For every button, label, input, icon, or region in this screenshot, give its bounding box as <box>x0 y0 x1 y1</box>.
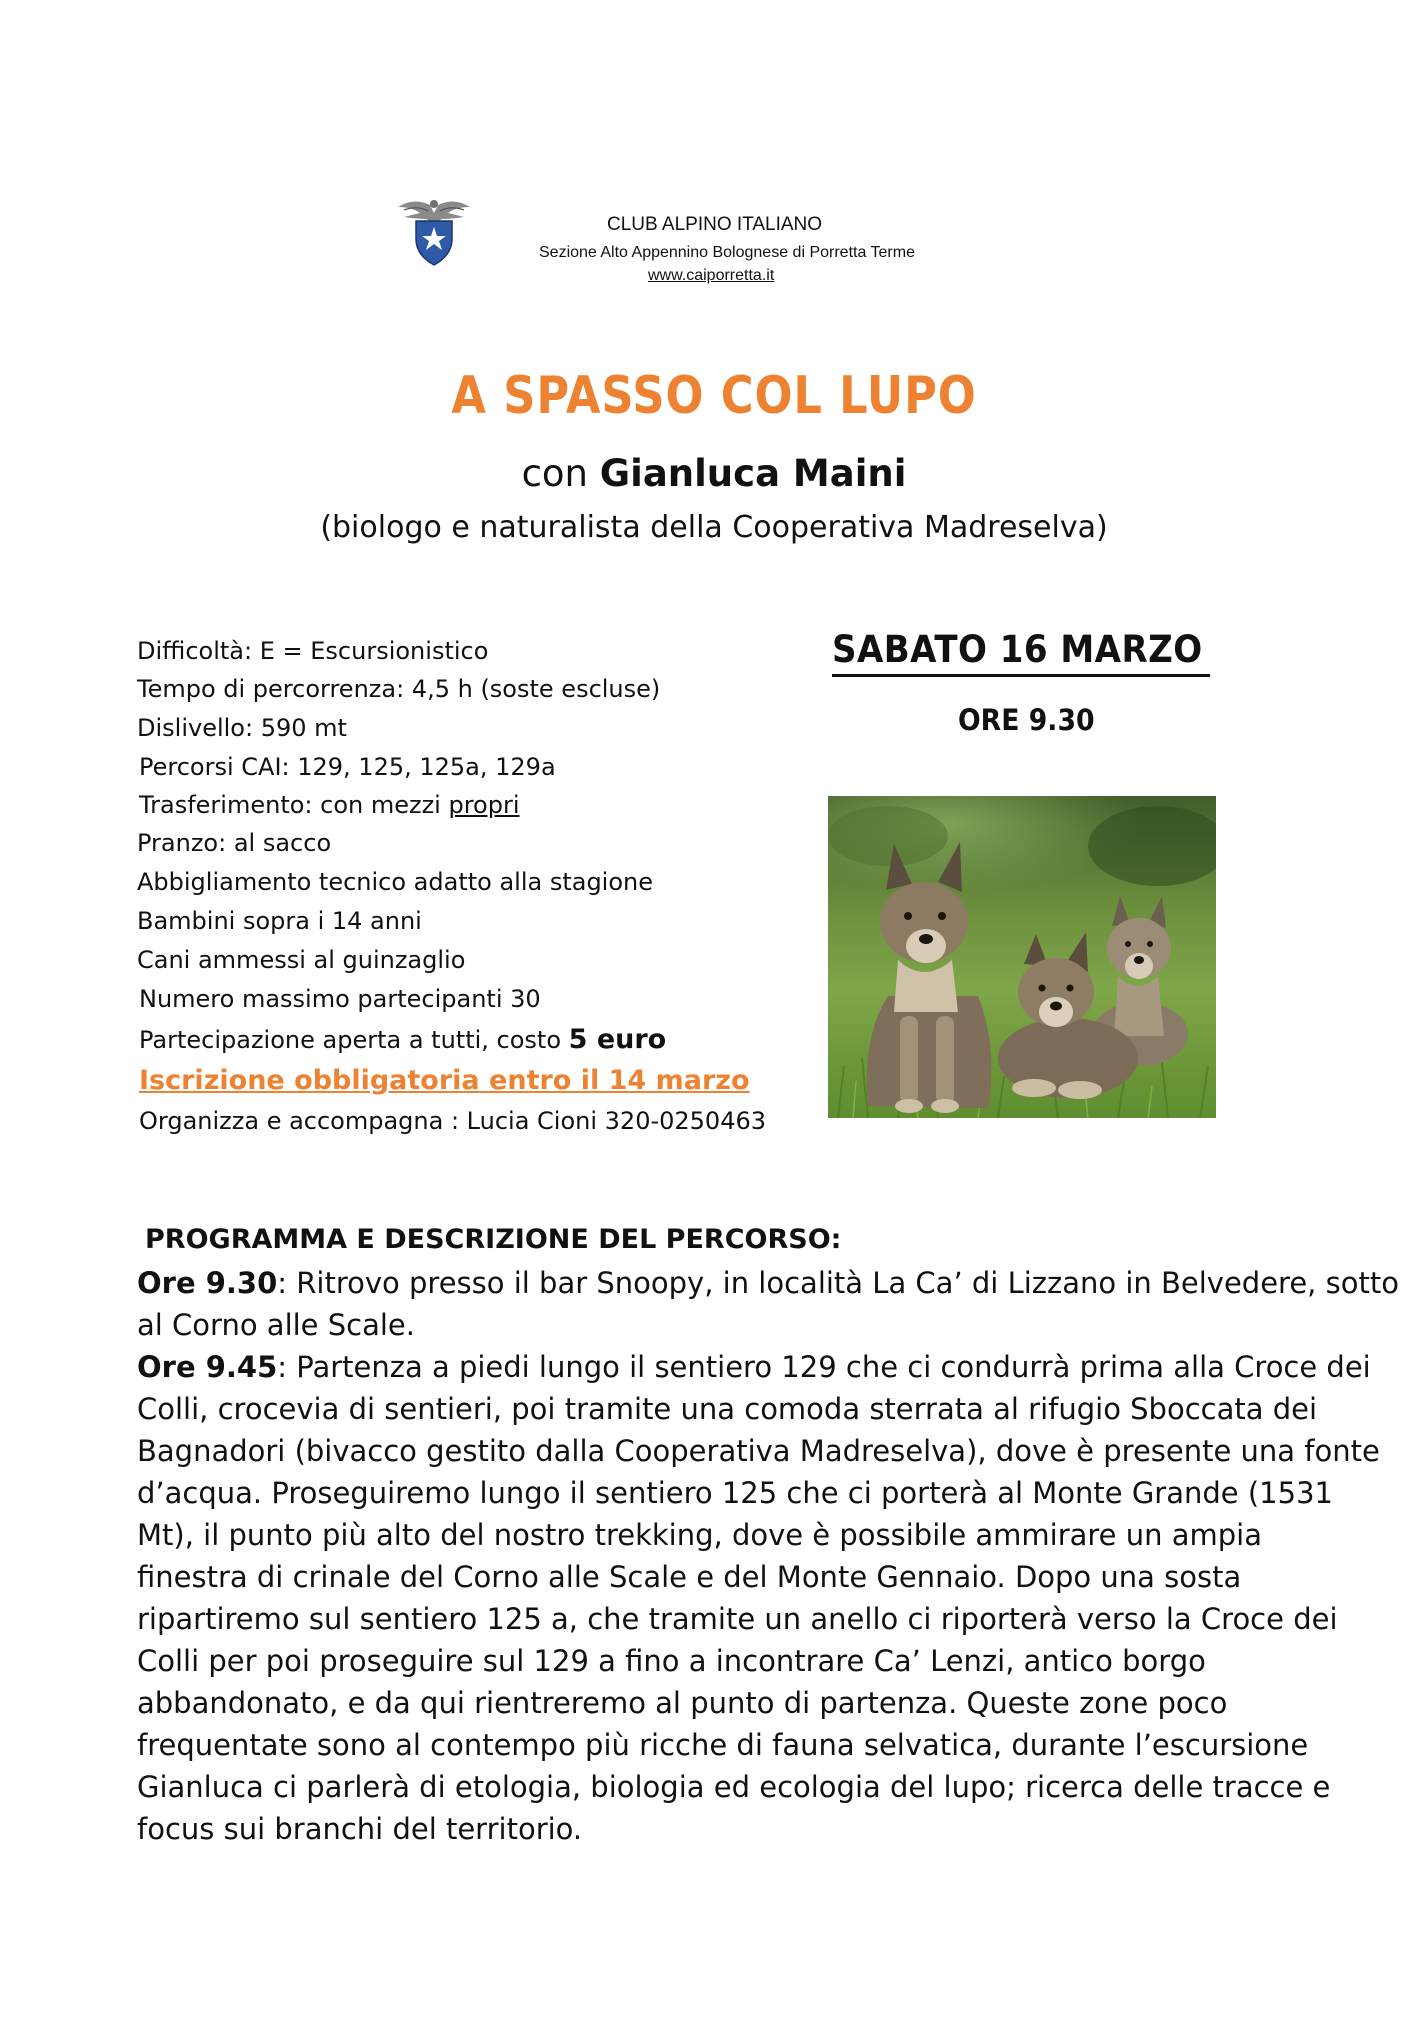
detail-elevation: Dislivello: 590 mt <box>137 714 347 742</box>
program-title: PROGRAMMA E DESCRIZIONE DEL PERCORSO: <box>145 1224 842 1255</box>
program-text <box>137 1262 1399 1850</box>
detail-transfer-underlined: propri <box>448 791 520 819</box>
website-link[interactable]: www.caiporretta.it <box>648 267 775 284</box>
detail-organizer: Organizza e accompagna : Lucia Cioni 320-0250463 <box>139 1107 767 1135</box>
program-line: Bagnadori (bivacco gestito dalla Cooperativa Madreselva), dove è presente una fonte <box>137 1434 1380 1468</box>
detail-cost-value: 5 euro <box>568 1024 667 1055</box>
guide-role: (biologo e naturalista della Cooperativa Madreselva) <box>320 510 1108 545</box>
program-line: Mt), il punto più alto del nostro trekking, dove è possibile ammirare un ampia <box>137 1518 1262 1552</box>
guide-name: Gianluca Maini <box>599 452 907 495</box>
detail-difficulty: Difficoltà: E = Escursionistico <box>137 637 489 665</box>
program-line: finestra di crinale del Corno alle Scale e del Monte Gennaio. Dopo una sosta <box>137 1560 1242 1594</box>
program-line <box>137 1262 1399 1304</box>
program-text-1: : Ritrovo presso il bar Snoopy, in località La Ca’ di Lizzano in Belvedere, sotto <box>277 1266 1399 1300</box>
program-line: Colli per poi proseguire sul 129 a fino a incontrare Ca’ Lenzi, antico borgo <box>137 1644 1206 1678</box>
program-text-2: : Partenza a piedi lungo il sentiero 129 che ci condurrà prima alla Croce dei <box>277 1350 1371 1384</box>
program-time-1: Ore 9.30 <box>137 1266 278 1300</box>
org-name: CLUB ALPINO ITALIANO <box>607 214 823 235</box>
program-line: Gianluca ci parlerà di etologia, biologia ed ecologia del lupo; ricerca delle tracce e <box>137 1770 1331 1804</box>
event-date-underline <box>832 674 1210 677</box>
event-date: SABATO 16 MARZO <box>832 628 1203 671</box>
detail-children: Bambini sopra i 14 anni <box>137 907 422 935</box>
program-line: Colli, crocevia di sentieri, poi tramite una comoda sterrata al rifugio Sboccata dei <box>137 1392 1318 1426</box>
detail-transfer <box>139 790 520 820</box>
detail-cost <box>139 1025 666 1055</box>
wolf-cubs-photo <box>828 796 1216 1118</box>
program-line: abbandonato, e da qui rientreremo al punto di partenza. Queste zone poco <box>137 1686 1228 1720</box>
program-line <box>137 1346 1371 1388</box>
detail-routes: Percorsi CAI: 129, 125, 125a, 129a <box>139 753 556 781</box>
detail-clothing: Abbigliamento tecnico adatto alla stagione <box>137 868 654 896</box>
program-line: d’acqua. Proseguiremo lungo il sentiero 125 che ci porterà al Monte Grande (1531 <box>137 1476 1333 1510</box>
detail-lunch: Pranzo: al sacco <box>137 829 332 857</box>
detail-cost-text: Partecipazione aperta a tutti, costo <box>139 1026 569 1054</box>
program-line: ripartiremo sul sentiero 125 a, che tramite un anello ci riporterà verso la Croce dei <box>137 1602 1338 1636</box>
program-line: frequentate sono al contempo più ricche di fauna selvatica, durante l’escursione <box>137 1728 1309 1762</box>
detail-transfer-text: Trasferimento: con mezzi <box>139 791 449 819</box>
guide-prefix: con <box>521 452 588 495</box>
detail-max-participants: Numero massimo partecipanti 30 <box>139 985 541 1013</box>
program-line: focus sui branchi del territorio. <box>137 1812 583 1846</box>
guide-line <box>0 452 1428 495</box>
detail-duration: Tempo di percorrenza: 4,5 h (soste escluse) <box>137 675 661 703</box>
program-line: al Corno alle Scale. <box>137 1308 415 1342</box>
event-title: A SPASSO COL LUPO <box>451 366 977 426</box>
program-time-2: Ore 9.45 <box>137 1350 278 1384</box>
detail-dogs: Cani ammessi al guinzaglio <box>137 946 466 974</box>
cai-logo-icon <box>394 193 474 267</box>
event-time: ORE 9.30 <box>958 703 1095 737</box>
registration-deadline: Iscrizione obbligatoria entro il 14 marzo <box>139 1065 750 1096</box>
org-section: Sezione Alto Appennino Bolognese di Porretta Terme <box>539 244 915 261</box>
